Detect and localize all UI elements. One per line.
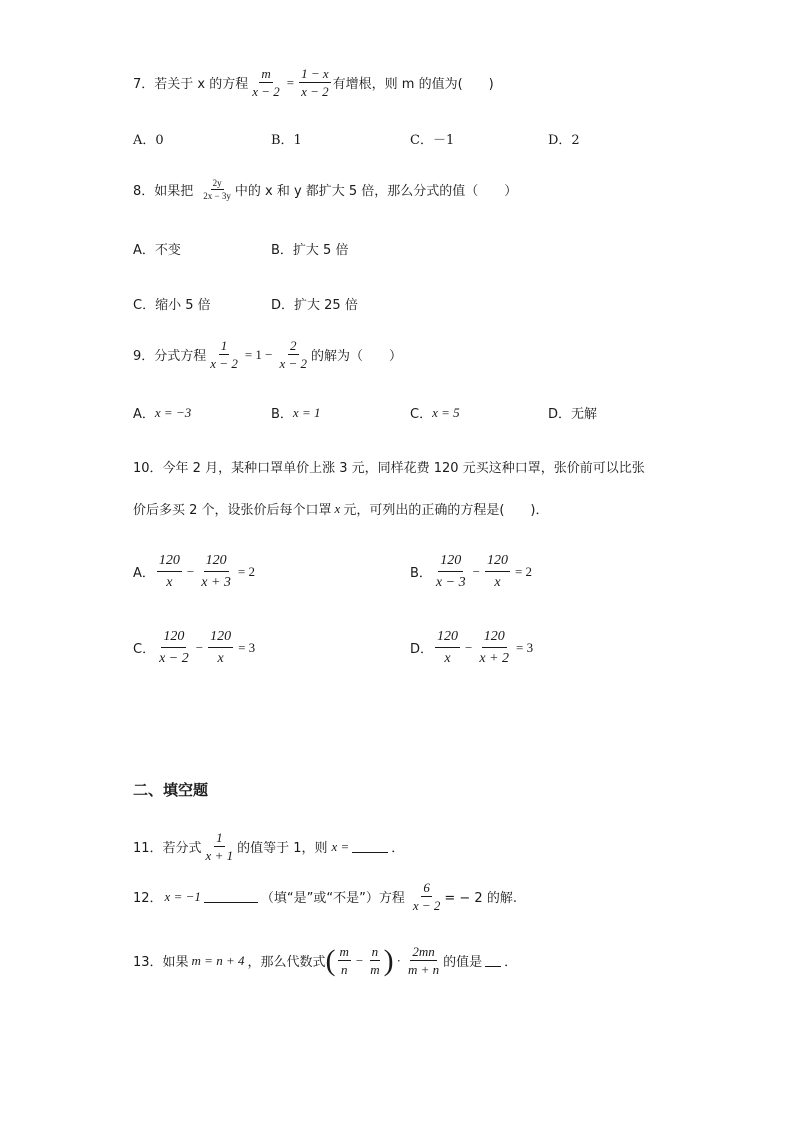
q13-answer-blank[interactable] <box>485 954 501 967</box>
q10-option-c[interactable]: C． $\frac{120}{x - 2}$ − $\frac{120}{x}$ = 3 <box>133 629 256 666</box>
q10-option-a[interactable]: A． $\frac{120}{x}$ − $\frac{120}{x + 3}$ = 2 <box>133 553 256 590</box>
q8-option-b[interactable]: B．扩大 5 倍 <box>271 243 349 258</box>
q10-line-2: 价后多买 2 个，设张价后每个口罩 x 元，可列出的正确的方程是( )． <box>133 500 549 518</box>
q8-option-d[interactable]: D．扩大 25 倍 <box>271 298 358 313</box>
q8-prefix: 8．如果把 <box>133 184 194 199</box>
q8-suffix: 中的 x 和 y 都扩大 5 倍，那么分式的值（ ） <box>234 184 518 199</box>
q8-option-a[interactable]: A．不变 <box>133 243 181 258</box>
q7-rhs-fraction: $\frac{1 - x}{x - 2}$ <box>301 66 329 99</box>
q8-fraction: $\frac{2y}{2x - 3y}$ <box>203 178 231 201</box>
question-7: 7．若关于 x 的方程 $\frac{m}{x - 2}$ = $\frac{1 - x}{x - 2}$ 有增根，则 m 的值为( ) <box>133 66 494 99</box>
question-8 <box>133 178 517 201</box>
q11-fraction: $\frac{1}{x + 1}$ <box>205 830 234 863</box>
q9-option-d[interactable]: D． 无解 <box>548 407 598 422</box>
q8-option-c[interactable]: C．缩小 5 倍 <box>133 298 211 313</box>
q10-option-d[interactable]: D． $\frac{120}{x}$ − $\frac{120}{x + 2}$ = 3 <box>410 629 534 666</box>
q9-option-b[interactable]: B． x = 1 <box>271 404 321 422</box>
q7-option-c[interactable]: C．－1 <box>410 133 455 148</box>
q7-option-b[interactable]: B．1 <box>271 133 302 148</box>
question-13: 13．如果 m = n + 4 ，那么代数式 ( $\frac{m}{n}$ − $\frac{n}{m}$ ) · $\frac{2mn}{m + n}$ 的值是 ． <box>133 943 518 977</box>
q12-answer-blank[interactable] <box>204 890 258 903</box>
section-title-fill-in: 二、填空题 <box>133 781 209 799</box>
q12-fraction: $\frac{6}{x - 2}$ <box>412 880 441 913</box>
q10-line-1: 10．今年 2 月，某种口罩单价上涨 3 元，同样花费 120 元买这种口罩，张价前可以比张 <box>133 461 645 476</box>
q9-option-a[interactable]: A． x = −3 <box>133 404 192 422</box>
q7-suffix: 有增根，则 m 的值为( ) <box>332 77 494 92</box>
q11-answer-blank[interactable] <box>352 840 388 853</box>
q7-option-d[interactable]: D．2 <box>548 133 580 148</box>
q7-lhs-fraction: $\frac{m}{x - 2}$ <box>252 66 280 99</box>
q9-lhs-fraction: $\frac{1}{x - 2}$ <box>210 338 238 371</box>
question-12: 12． x = −1 （填“是”或“不是”）方程 $\frac{6}{x - 2}$ = − 2 的解. <box>133 880 517 913</box>
q9-suffix: 的解为（ ） <box>311 349 403 364</box>
q7-option-a[interactable]: A．0 <box>133 133 164 148</box>
q7-prefix: 7．若关于 x 的方程 <box>133 77 249 92</box>
q9-rhs-fraction: $\frac{2}{x - 2}$ <box>279 338 308 371</box>
q9-option-c[interactable]: C． x = 5 <box>410 404 460 422</box>
question-9: 9．分式方程 $\frac{1}{x - 2}$ = 1 − $\frac{2}{x - 2}$ 的解为（ ） <box>133 338 403 371</box>
question-11: 11．若分式 $\frac{1}{x + 1}$ 的值等于 1，则 x = ． <box>133 830 405 863</box>
q9-prefix: 9．分式方程 <box>133 349 207 364</box>
q10-option-b[interactable]: B． $\frac{120}{x - 3}$ − $\frac{120}{x}$ = 2 <box>410 553 533 590</box>
